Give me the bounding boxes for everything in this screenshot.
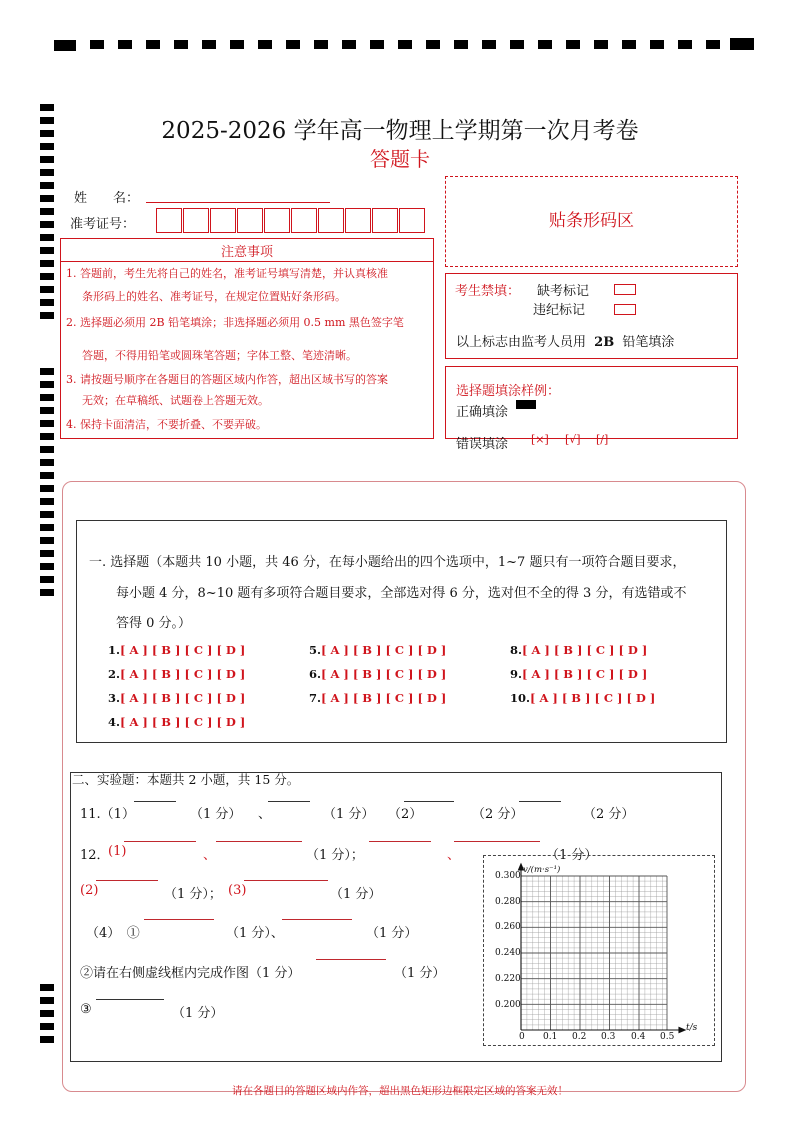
choice-options[interactable]: [ A ] [ B ] [ C ] [ D ] bbox=[120, 667, 246, 681]
forbidden-note bbox=[456, 331, 674, 350]
choice-number: 3. bbox=[108, 691, 121, 705]
choice-row-5[interactable] bbox=[309, 643, 446, 657]
choice-number: 7. bbox=[309, 691, 322, 705]
absent-checkbox[interactable] bbox=[614, 284, 636, 295]
violation-checkbox[interactable] bbox=[614, 304, 636, 315]
graph-y-tick: 0.260 bbox=[495, 922, 521, 932]
sample-title: 选择题填涂样例： bbox=[456, 384, 561, 399]
q12-score: （1 分） bbox=[394, 966, 446, 981]
forbidden-note-bold: 2B bbox=[594, 335, 615, 350]
answer-card-subtitle: 答题卡 bbox=[370, 147, 430, 171]
forbidden-note-prefix: 以上标志由监考人员用 bbox=[456, 335, 587, 350]
choice-row-2[interactable] bbox=[108, 667, 245, 681]
violation-label: 违纪标记 bbox=[533, 303, 586, 318]
q12-blank-8[interactable] bbox=[282, 918, 352, 920]
notes-item: 无效；在草稿纸、试题卷上答题无效。 bbox=[82, 394, 269, 407]
notes-item: 3. 请按题号顺序在各题目的答题区域内作答，超出区域书写的答案 bbox=[66, 373, 388, 386]
choice-instruction: 答得 0 分。） bbox=[116, 616, 192, 631]
correct-fill-label: 正确填涂 bbox=[456, 405, 509, 420]
q12-score: （1 分）； bbox=[164, 887, 222, 902]
q11-blank-2[interactable] bbox=[268, 800, 310, 802]
choice-number: 1. bbox=[108, 643, 121, 657]
q11-blank-1[interactable] bbox=[134, 800, 176, 802]
q11-number: 11.（1） bbox=[80, 807, 135, 822]
q12-part-4: （4） ① bbox=[86, 926, 140, 941]
choice-options[interactable]: [ A ] [ B ] [ C ] [ D ] bbox=[120, 715, 246, 729]
name-label: 姓 名： bbox=[74, 191, 140, 206]
choice-row-6[interactable] bbox=[309, 667, 446, 681]
experiment-title: 二、实验题：本题共 2 小题，共 15 分。 bbox=[72, 772, 300, 787]
choice-row-7[interactable] bbox=[309, 691, 446, 705]
graph-x-tick: 0.2 bbox=[572, 1032, 587, 1042]
wrong-mark: [/] bbox=[596, 433, 609, 446]
wrong-mark: [×] bbox=[531, 433, 549, 446]
q12-score: （1 分） bbox=[172, 1006, 224, 1021]
choice-options[interactable]: [ A ] [ B ] [ C ] [ D ] bbox=[530, 691, 656, 705]
notes-item: 答题，不得用铅笔或圆珠笔答题；字体工整、笔迹清晰。 bbox=[82, 349, 357, 362]
q12-score: （1 分） bbox=[366, 926, 418, 941]
choice-row-1[interactable] bbox=[108, 643, 245, 657]
q12-blank-10[interactable] bbox=[96, 998, 164, 1000]
choice-options[interactable]: [ A ] [ B ] [ C ] [ D ] bbox=[120, 691, 246, 705]
q12-blank-4[interactable] bbox=[454, 840, 540, 842]
notes-item: 2. 选择题必须用 2B 铅笔填涂；非选择题必须用 0.5 mm 黑色签字笔 bbox=[66, 316, 404, 329]
choice-row-3[interactable] bbox=[108, 691, 245, 705]
choice-options[interactable]: [ A ] [ B ] [ C ] [ D ] bbox=[120, 643, 246, 657]
graph-x-label: t/s bbox=[686, 1023, 698, 1033]
q12-blank-3[interactable] bbox=[369, 840, 431, 842]
q11-score: （1 分） bbox=[323, 807, 375, 822]
choice-options[interactable]: [ A ] [ B ] [ C ] [ D ] bbox=[522, 667, 648, 681]
graph-axes bbox=[519, 864, 686, 1033]
q12-blank-1[interactable] bbox=[124, 840, 196, 842]
choice-instruction: 每小题 4 分，8~10 题有多项符合题目要求，全部选对得 6 分，选对但不全的得 3 分，有选错或不 bbox=[116, 586, 687, 601]
q11-score: （1 分） bbox=[190, 807, 242, 822]
notes-title: 注意事项 bbox=[220, 245, 273, 260]
correct-fill-sample bbox=[516, 400, 536, 409]
graph-y-tick: 0.240 bbox=[495, 948, 521, 958]
q12-graph-instruction: ②请在右侧虚线框内完成作图（1 分） bbox=[80, 966, 301, 981]
exam-title: 2025-2026 学年高一物理上学期第一次月考卷 bbox=[161, 118, 639, 144]
footer-warning: 请在各题目的答题区域内作答，超出黑色矩形边框限定区域的答案无效！ bbox=[232, 1085, 568, 1097]
forbidden-title: 考生禁填： bbox=[455, 284, 521, 299]
graph-x-tick: 0.5 bbox=[660, 1032, 675, 1042]
q12-blank-6[interactable] bbox=[244, 879, 328, 881]
choice-number: 2. bbox=[108, 667, 121, 681]
choice-number: 6. bbox=[309, 667, 322, 681]
forbidden-note-suffix: 铅笔填涂 bbox=[622, 335, 675, 350]
q12-part-6: ③ bbox=[80, 1002, 92, 1017]
q12-blank-5[interactable] bbox=[96, 879, 158, 881]
q12-separator: 、 bbox=[447, 848, 461, 863]
q11-separator: 、 bbox=[258, 807, 272, 822]
choice-row-8[interactable] bbox=[510, 643, 647, 657]
absent-label: 缺考标记 bbox=[537, 284, 590, 299]
graph-y-tick: 0.220 bbox=[495, 974, 521, 984]
q12-part-3: (3) bbox=[228, 883, 247, 898]
graph-x-tick: 0.4 bbox=[631, 1032, 646, 1042]
choice-row-10[interactable] bbox=[510, 691, 655, 705]
q11-part-2: （2） bbox=[388, 807, 423, 822]
choice-number: 9. bbox=[510, 667, 523, 681]
q11-blank-3[interactable] bbox=[404, 800, 454, 802]
choice-number: 4. bbox=[108, 715, 121, 729]
wrong-mark: [√] bbox=[565, 433, 581, 446]
choice-number: 5. bbox=[309, 643, 322, 657]
graph-y-tick: 0.280 bbox=[495, 897, 521, 907]
q12-blank-9[interactable] bbox=[316, 958, 386, 960]
q12-score: （1 分） bbox=[330, 887, 382, 902]
choice-options[interactable]: [ A ] [ B ] [ C ] [ D ] bbox=[522, 643, 648, 657]
q12-score: （1 分）、 bbox=[226, 926, 284, 941]
q11-score: （2 分） bbox=[583, 807, 635, 822]
exam-id-label: 准考证号： bbox=[70, 217, 136, 232]
graph-x-tick: 0 bbox=[519, 1032, 525, 1042]
graph-y-tick: 0.300 bbox=[495, 871, 521, 881]
choice-options[interactable]: [ A ] [ B ] [ C ] [ D ] bbox=[321, 643, 447, 657]
q12-blank-7[interactable] bbox=[144, 918, 214, 920]
choice-number: 10. bbox=[510, 691, 531, 705]
choice-instruction: 一. 选择题（本题共 10 小题，共 46 分，在每小题给出的四个选项中，1~7 题只有一项符合题目要求， bbox=[89, 555, 686, 570]
choice-options[interactable]: [ A ] [ B ] [ C ] [ D ] bbox=[321, 667, 447, 681]
choice-row-9[interactable] bbox=[510, 667, 647, 681]
q12-part-1: (1) bbox=[108, 844, 127, 859]
choice-options[interactable]: [ A ] [ B ] [ C ] [ D ] bbox=[321, 691, 447, 705]
graph-y-tick: 0.200 bbox=[495, 1000, 521, 1010]
graph-x-tick: 0.1 bbox=[543, 1032, 558, 1042]
notes-item: 1. 答题前，考生先将自己的姓名，准考证号填写清楚，并认真核准 bbox=[66, 267, 388, 280]
choice-number: 8. bbox=[510, 643, 523, 657]
notes-item: 条形码上的姓名、准考证号，在规定位置贴好条形码。 bbox=[82, 290, 346, 303]
choice-row-4[interactable] bbox=[108, 715, 245, 729]
wrong-fill-label: 错误填涂 bbox=[456, 437, 509, 452]
q12-score: （1 分）； bbox=[306, 848, 364, 863]
name-field[interactable] bbox=[146, 202, 330, 203]
q12-number: 12． bbox=[80, 848, 110, 863]
barcode-label: 贴条形码区 bbox=[549, 211, 634, 231]
notes-divider bbox=[60, 261, 434, 262]
q12-score: （1 分） bbox=[546, 848, 598, 863]
q12-blank-2[interactable] bbox=[216, 840, 302, 842]
q12-part-2: (2) bbox=[80, 883, 99, 898]
graph-y-label: v/(m·s⁻¹) bbox=[523, 865, 561, 875]
notes-item: 4. 保持卡面清洁，不要折叠、不要弄破。 bbox=[66, 418, 267, 431]
graph-x-tick: 0.3 bbox=[601, 1032, 616, 1042]
q11-blank-4[interactable] bbox=[519, 800, 561, 802]
q11-score: （2 分） bbox=[472, 807, 524, 822]
q12-separator: 、 bbox=[203, 848, 217, 863]
